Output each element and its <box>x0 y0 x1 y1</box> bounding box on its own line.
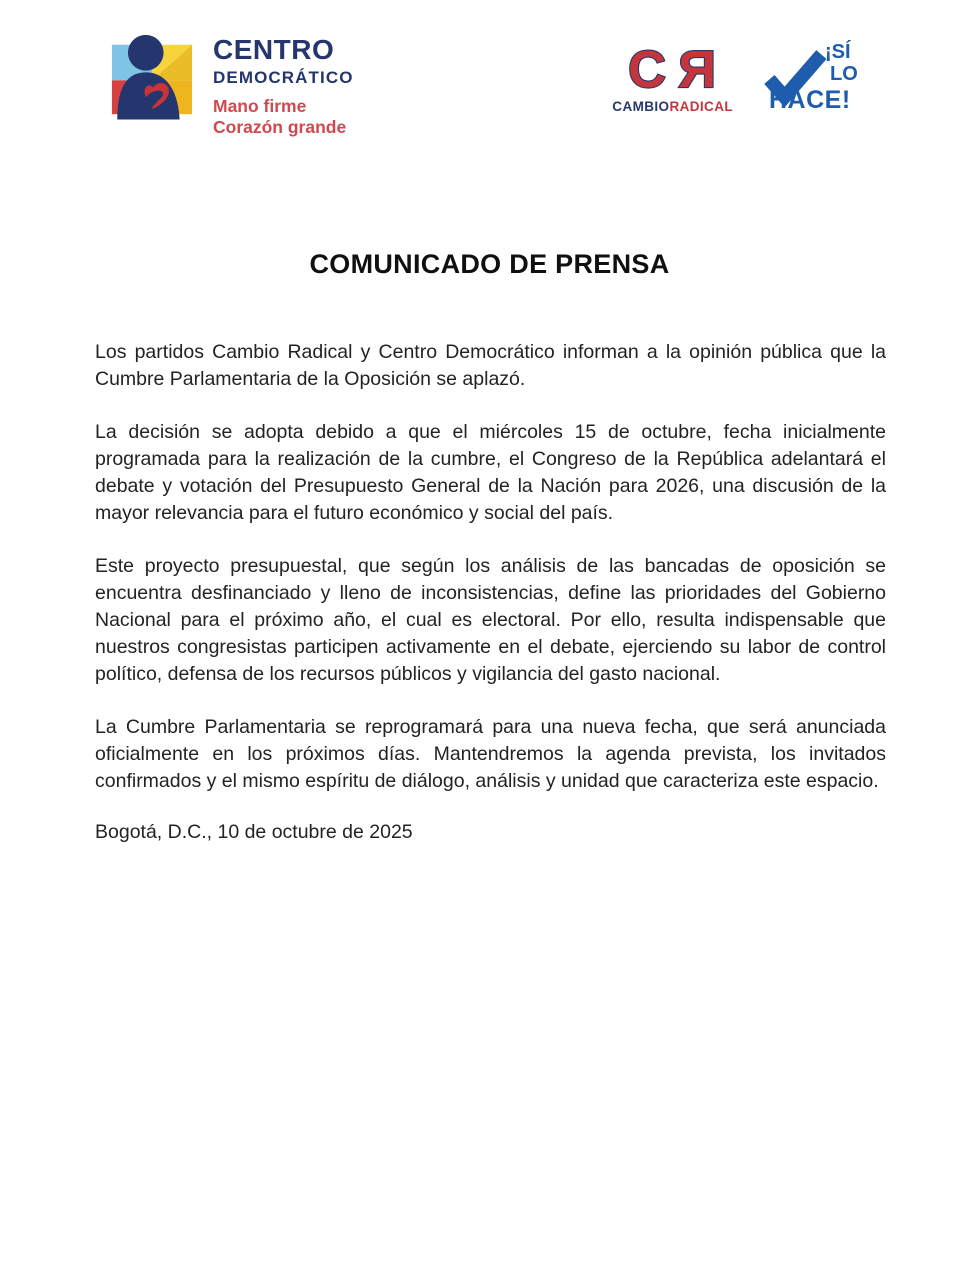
right-logo-group <box>612 28 883 130</box>
paragraph-3: Este proyecto presupuestal, que según los análisis de las bancadas de oposición se encuentra desfinanciado y lleno de inconsistencias, define las prioridades del Gobierno Nacional para el próximo año, el cual es electoral. Por ello, resulta indispensable que nuestros congresistas participen activamente en el debate, ejerciendo su labor de control político, defensa de los recursos públicos y vigilancia del gasto nacional. <box>95 555 886 685</box>
cr-wordmark-radical: RADICAL <box>669 99 733 114</box>
cr-monogram-c: C <box>627 40 666 98</box>
cr-wordmark <box>612 99 733 114</box>
dateline: Bogotá, D.C., 10 de octubre de 2025 <box>95 821 413 843</box>
cd-tagline-line2: Corazón grande <box>213 116 347 137</box>
cr-wordmark-cambio: CAMBIO <box>612 99 670 114</box>
slh-line2: LO <box>830 63 858 85</box>
cd-silhouette-icon <box>103 28 201 122</box>
si-lo-hace-logo <box>763 40 883 130</box>
paragraph-1: Los partidos Cambio Radical y Centro Democrático informan a la opinión pública que la Cumbre Parlamentaria de la Oposición se aplazó. <box>95 341 886 390</box>
centro-democratico-logo <box>103 28 354 138</box>
paragraph-2: La decisión se adopta debido a que el miércoles 15 de octubre, fecha inicialmente programada para la realización de la cumbre, el Congreso de la República adelantará el debate y votación del Presupuesto General de la Nación para 2026, una discusión de la mayor relevancia para el futuro económico y social del país. <box>95 421 886 524</box>
paragraph-4: La Cumbre Parlamentaria se reprogramará para una nueva fecha, que será anunciada oficialmente en los próximos días. Mantendremos la agenda prevista, los invitados confirmados y el mismo espíritu de diálogo, análisis y unidad que caracteriza este espacio. <box>95 716 886 792</box>
cr-monogram-r: R <box>677 40 716 98</box>
logo-header <box>103 28 883 138</box>
cd-wordmark <box>213 28 354 138</box>
slh-line3: HACE! <box>769 86 851 114</box>
cd-tagline-line1: Mano firme <box>213 95 307 116</box>
cambio-radical-logo <box>612 40 733 114</box>
cd-tagline <box>213 96 354 138</box>
cd-title-line1: CENTRO <box>213 34 335 65</box>
cr-monogram-icon <box>621 40 725 98</box>
slh-line1: ¡SÍ <box>825 41 851 63</box>
document-title: COMUNICADO DE PRENSA <box>309 249 670 279</box>
cd-title-line2: DEMOCRÁTICO <box>213 67 354 87</box>
document-body <box>95 339 886 844</box>
